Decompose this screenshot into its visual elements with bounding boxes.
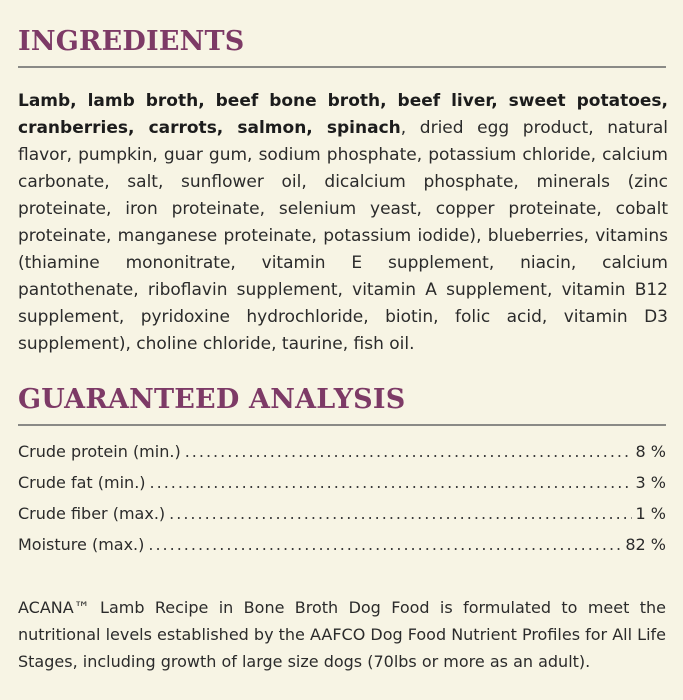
analysis-label: Crude fat (min.) xyxy=(18,473,146,492)
analysis-value: 1 % xyxy=(635,504,666,523)
dot-leader xyxy=(148,535,621,554)
analysis-divider xyxy=(18,424,666,426)
analysis-label: Crude protein (min.) xyxy=(18,442,181,461)
analysis-value: 3 % xyxy=(635,473,666,492)
dot-leader xyxy=(185,442,632,461)
analysis-value: 8 % xyxy=(635,442,666,461)
analysis-table xyxy=(18,442,666,566)
ingredients-heading: INGREDIENTS xyxy=(18,26,245,57)
aafco-statement: ACANA™ Lamb Recipe in Bone Broth Dog Food is formulated to meet the nutritional levels established by the AAFCO Dog Food Nutrient Profiles for All Life Stages, including growth of large size dogs (70lbs or more as an adult). xyxy=(18,598,666,671)
dot-leader xyxy=(169,504,631,523)
dot-leader xyxy=(150,473,632,492)
ingredients-list xyxy=(18,88,668,358)
ingredients-divider xyxy=(18,66,666,68)
analysis-row-moisture xyxy=(18,535,666,566)
ingredients-primary: Lamb, lamb broth, beef bone broth, beef liver, sweet potatoes, cranberries, carrots, salmon, spinach xyxy=(18,91,668,138)
analysis-label: Crude fiber (max.) xyxy=(18,504,166,523)
analysis-row-protein xyxy=(18,442,666,473)
analysis-label: Moisture (max.) xyxy=(18,535,145,554)
analysis-row-fat xyxy=(18,473,666,504)
analysis-row-fiber xyxy=(18,504,666,535)
analysis-value: 82 % xyxy=(625,535,666,554)
ingredients-secondary: , dried egg product, natural flavor, pumpkin, guar gum, sodium phosphate, potassium chloride, calcium carbonate, salt, sunflower oil, dicalcium phosphate, minerals (zinc proteinate, iron proteinate, selenium yeast, copper proteinate, cobalt proteinate, manganese proteinate, potassium iodide), blueberries, vitamins (thiamine mononitrate, vitamin E supplement, niacin, calcium pantothenate, riboflavin supplement, vitamin A supplement, vitamin B12 supplement, pyridoxine hydrochloride, biotin, folic acid, vitamin D3 supplement), choline chloride, taurine, fish oil. xyxy=(18,118,668,354)
analysis-heading: GUARANTEED ANALYSIS xyxy=(18,384,406,415)
